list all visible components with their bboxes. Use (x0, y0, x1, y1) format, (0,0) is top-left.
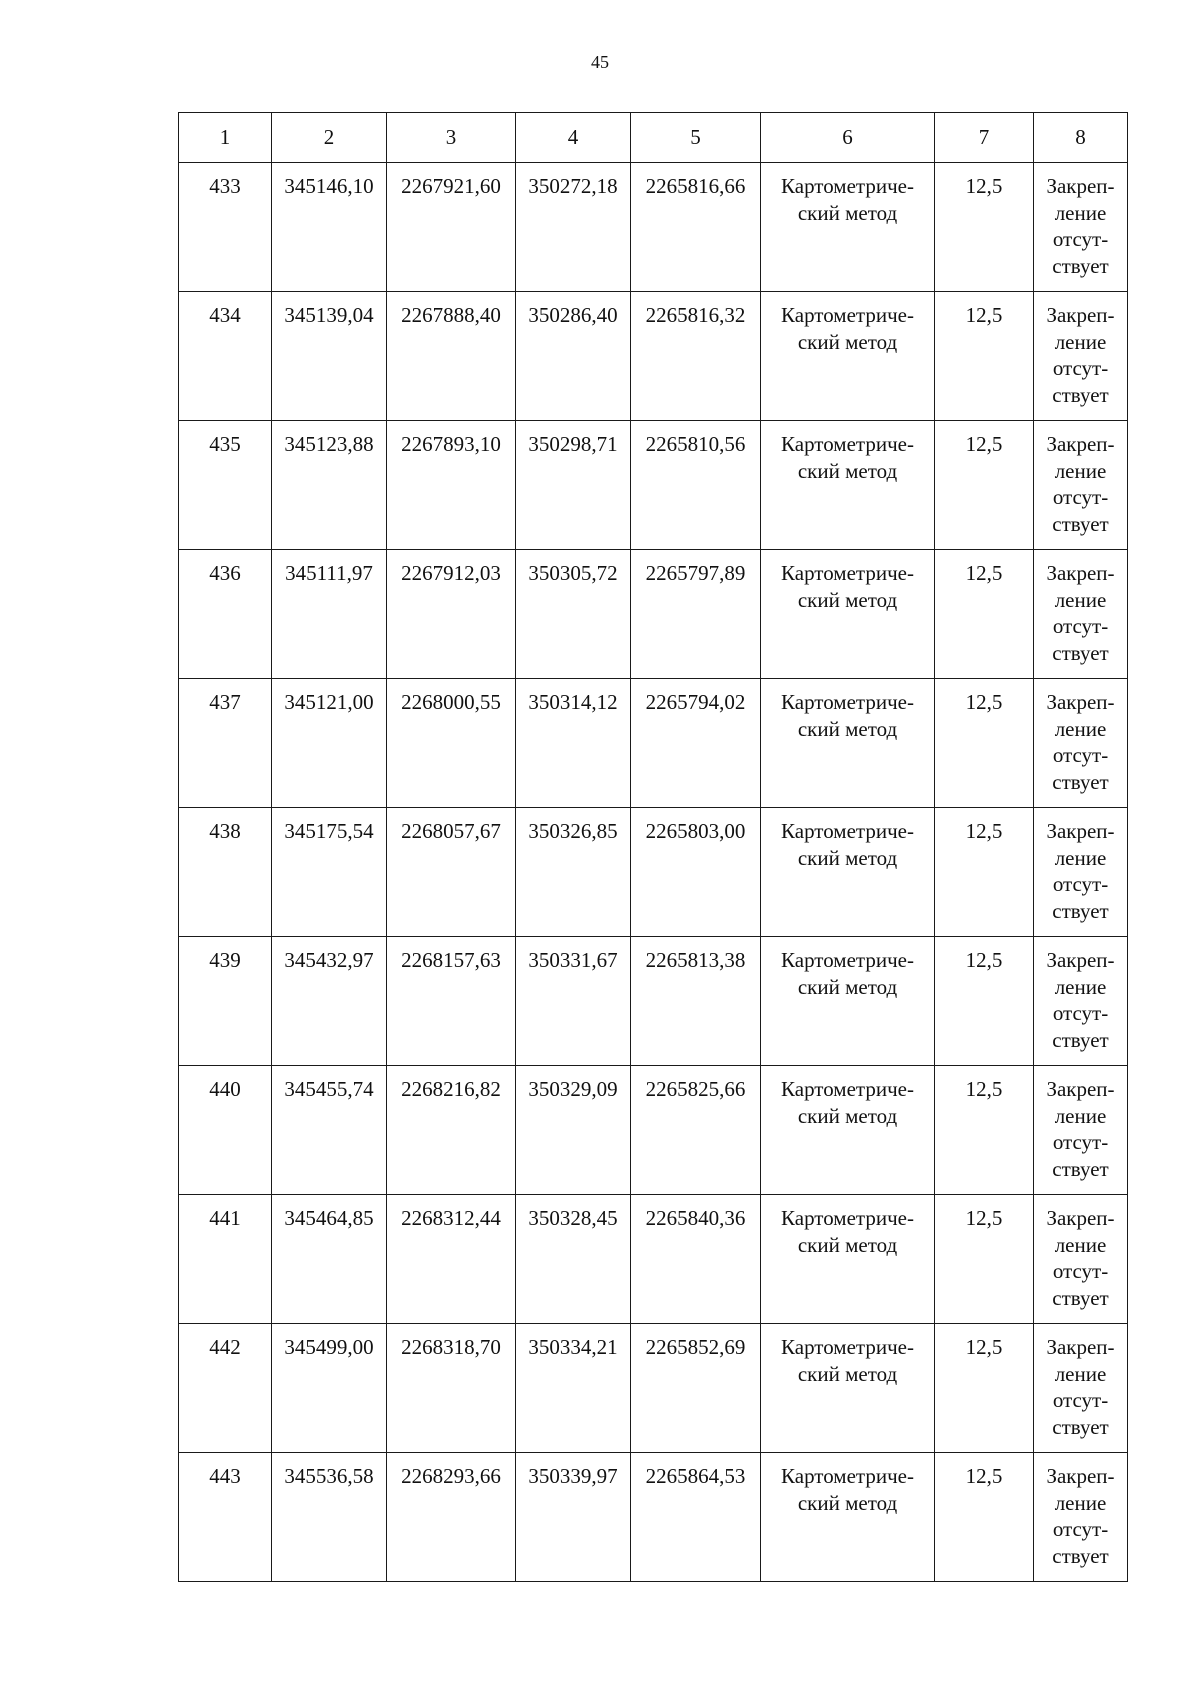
point-number-cell: 435 (179, 421, 272, 550)
coordinate-cell: 345432,97 (272, 937, 387, 1066)
coordinate-cell: 2268000,55 (387, 679, 516, 808)
point-number-cell: 433 (179, 163, 272, 292)
method-line: Картометриче- (781, 1464, 914, 1488)
status-line: Закреп- (1046, 432, 1115, 456)
status-cell (1034, 937, 1128, 1066)
status-line: ствует (1052, 1156, 1109, 1181)
status-line: отсут- (1052, 227, 1109, 251)
status-line: ствует (1052, 1285, 1109, 1310)
coordinate-cell: 2268312,44 (387, 1195, 516, 1324)
coordinate-cell: 350298,71 (516, 421, 631, 550)
coordinate-cell: 345175,54 (272, 808, 387, 937)
point-number-cell: 437 (179, 679, 272, 808)
status-line: ствует (1052, 1027, 1109, 1052)
status-line: отсут- (1052, 743, 1109, 767)
status-cell (1034, 1195, 1128, 1324)
coordinate-cell: 345121,00 (272, 679, 387, 808)
coordinates-table (178, 112, 1128, 1582)
header-row (179, 113, 1128, 163)
coordinate-cell: 345123,88 (272, 421, 387, 550)
coordinate-cell: 2265864,53 (631, 1453, 761, 1582)
status-line: ствует (1052, 1414, 1109, 1439)
coordinate-cell: 350314,12 (516, 679, 631, 808)
column-header: 8 (1034, 113, 1128, 163)
coordinate-cell: 2267888,40 (387, 292, 516, 421)
status-line: ствует (1052, 253, 1109, 278)
method-line: ский метод (797, 846, 898, 870)
coordinate-cell: 350286,40 (516, 292, 631, 421)
table-row (179, 937, 1128, 1066)
method-line: ский метод (797, 1491, 898, 1515)
status-line: ление (1054, 458, 1107, 483)
status-line: ление (1054, 587, 1107, 612)
status-line: Закреп- (1046, 1335, 1115, 1359)
status-line: ление (1054, 329, 1107, 354)
column-header: 7 (935, 113, 1034, 163)
method-cell (761, 937, 935, 1066)
status-line: ление (1054, 974, 1107, 999)
method-line: Картометриче- (781, 174, 914, 198)
method-line: ский метод (797, 459, 898, 483)
status-line: Закреп- (1046, 174, 1115, 198)
accuracy-cell: 12,5 (935, 1324, 1034, 1453)
coordinate-cell: 2265813,38 (631, 937, 761, 1066)
method-cell (761, 421, 935, 550)
method-cell (761, 808, 935, 937)
point-number-cell: 436 (179, 550, 272, 679)
status-line: ление (1054, 1490, 1107, 1515)
status-cell (1034, 808, 1128, 937)
coordinate-cell: 2265797,89 (631, 550, 761, 679)
point-number-cell: 441 (179, 1195, 272, 1324)
status-line: ление (1054, 716, 1107, 741)
accuracy-cell: 12,5 (935, 1195, 1034, 1324)
coordinate-cell: 2268157,63 (387, 937, 516, 1066)
method-line: ский метод (797, 201, 898, 225)
table-row (179, 808, 1128, 937)
method-cell (761, 550, 935, 679)
accuracy-cell: 12,5 (935, 163, 1034, 292)
coordinate-cell: 2268057,67 (387, 808, 516, 937)
status-line: ление (1054, 1103, 1107, 1128)
accuracy-cell: 12,5 (935, 550, 1034, 679)
status-line: Закреп- (1046, 819, 1115, 843)
coordinate-cell: 345146,10 (272, 163, 387, 292)
coordinate-cell: 2265840,36 (631, 1195, 761, 1324)
coordinate-cell: 2267893,10 (387, 421, 516, 550)
status-line: отсут- (1052, 1388, 1109, 1412)
status-line: отсут- (1052, 1259, 1109, 1283)
coordinate-cell: 2265803,00 (631, 808, 761, 937)
accuracy-cell: 12,5 (935, 1066, 1034, 1195)
status-cell (1034, 292, 1128, 421)
status-line: отсут- (1052, 485, 1109, 509)
status-line: ление (1054, 845, 1107, 870)
accuracy-cell: 12,5 (935, 421, 1034, 550)
status-line: отсут- (1052, 614, 1109, 638)
method-cell (761, 1195, 935, 1324)
status-line: ствует (1052, 640, 1109, 665)
status-line: ствует (1052, 898, 1109, 923)
point-number-cell: 443 (179, 1453, 272, 1582)
coordinate-cell: 350328,45 (516, 1195, 631, 1324)
status-line: ствует (1052, 1543, 1109, 1568)
accuracy-cell: 12,5 (935, 937, 1034, 1066)
method-line: ский метод (797, 330, 898, 354)
coordinate-cell: 350331,67 (516, 937, 631, 1066)
status-line: отсут- (1052, 356, 1109, 380)
status-line: ствует (1052, 511, 1109, 536)
coordinate-cell: 2268293,66 (387, 1453, 516, 1582)
status-line: ствует (1052, 769, 1109, 794)
status-cell (1034, 550, 1128, 679)
table-row (179, 679, 1128, 808)
coordinate-cell: 345139,04 (272, 292, 387, 421)
status-line: отсут- (1052, 1517, 1109, 1541)
coordinate-cell: 350339,97 (516, 1453, 631, 1582)
column-header: 1 (179, 113, 272, 163)
method-line: Картометриче- (781, 1077, 914, 1101)
point-number-cell: 440 (179, 1066, 272, 1195)
method-line: ский метод (797, 717, 898, 741)
table-row (179, 1324, 1128, 1453)
status-line: отсут- (1052, 1130, 1109, 1154)
method-line: Картометриче- (781, 690, 914, 714)
coordinate-cell: 2265810,56 (631, 421, 761, 550)
coordinate-cell: 350272,18 (516, 163, 631, 292)
point-number-cell: 442 (179, 1324, 272, 1453)
status-line: Закреп- (1046, 948, 1115, 972)
status-line: ствует (1052, 382, 1109, 407)
status-cell (1034, 1066, 1128, 1195)
table-row (179, 292, 1128, 421)
method-line: ский метод (797, 975, 898, 999)
method-line: Картометриче- (781, 432, 914, 456)
status-cell (1034, 1324, 1128, 1453)
accuracy-cell: 12,5 (935, 1453, 1034, 1582)
method-line: Картометриче- (781, 819, 914, 843)
coordinate-cell: 2268216,82 (387, 1066, 516, 1195)
method-line: ский метод (797, 1233, 898, 1257)
method-line: Картометриче- (781, 1206, 914, 1230)
point-number-cell: 434 (179, 292, 272, 421)
accuracy-cell: 12,5 (935, 808, 1034, 937)
status-line: Закреп- (1046, 1206, 1115, 1230)
table-row (179, 163, 1128, 292)
method-cell (761, 1324, 935, 1453)
status-line: Закреп- (1046, 690, 1115, 714)
coordinate-cell: 2267921,60 (387, 163, 516, 292)
table-row (179, 421, 1128, 550)
table-body (179, 163, 1128, 1582)
method-cell (761, 1453, 935, 1582)
table-row (179, 550, 1128, 679)
method-line: Картометриче- (781, 1335, 914, 1359)
column-header: 6 (761, 113, 935, 163)
method-cell (761, 163, 935, 292)
coordinate-cell: 345536,58 (272, 1453, 387, 1582)
coordinate-cell: 2265816,32 (631, 292, 761, 421)
coordinate-cell: 345111,97 (272, 550, 387, 679)
coordinate-cell: 350329,09 (516, 1066, 631, 1195)
coordinate-cell: 350326,85 (516, 808, 631, 937)
status-line: Закреп- (1046, 303, 1115, 327)
status-line: Закреп- (1046, 1077, 1115, 1101)
coordinate-cell: 2265825,66 (631, 1066, 761, 1195)
status-line: ление (1054, 1361, 1107, 1386)
coordinate-cell: 345455,74 (272, 1066, 387, 1195)
method-line: Картометриче- (781, 303, 914, 327)
method-line: ский метод (797, 1104, 898, 1128)
coordinate-cell: 350334,21 (516, 1324, 631, 1453)
point-number-cell: 438 (179, 808, 272, 937)
coordinate-cell: 2265794,02 (631, 679, 761, 808)
status-cell (1034, 1453, 1128, 1582)
status-line: отсут- (1052, 1001, 1109, 1025)
method-cell (761, 679, 935, 808)
coordinate-cell: 2268318,70 (387, 1324, 516, 1453)
status-line: Закреп- (1046, 561, 1115, 585)
table-row (179, 1195, 1128, 1324)
column-header: 3 (387, 113, 516, 163)
column-header: 5 (631, 113, 761, 163)
accuracy-cell: 12,5 (935, 679, 1034, 808)
status-line: ление (1054, 200, 1107, 225)
method-line: ский метод (797, 1362, 898, 1386)
status-line: отсут- (1052, 872, 1109, 896)
status-cell (1034, 421, 1128, 550)
table-row (179, 1453, 1128, 1582)
method-cell (761, 292, 935, 421)
method-cell (761, 1066, 935, 1195)
status-line: ление (1054, 1232, 1107, 1257)
coordinate-cell: 2265816,66 (631, 163, 761, 292)
status-cell (1034, 679, 1128, 808)
coordinate-cell: 345464,85 (272, 1195, 387, 1324)
coordinate-cell: 345499,00 (272, 1324, 387, 1453)
column-header: 4 (516, 113, 631, 163)
coordinate-cell: 2265852,69 (631, 1324, 761, 1453)
coordinate-cell: 350305,72 (516, 550, 631, 679)
coordinate-cell: 2267912,03 (387, 550, 516, 679)
status-cell (1034, 163, 1128, 292)
accuracy-cell: 12,5 (935, 292, 1034, 421)
point-number-cell: 439 (179, 937, 272, 1066)
status-line: Закреп- (1046, 1464, 1115, 1488)
table-row (179, 1066, 1128, 1195)
page-number: 45 (591, 52, 609, 72)
column-header: 2 (272, 113, 387, 163)
method-line: Картометриче- (781, 561, 914, 585)
method-line: ский метод (797, 588, 898, 612)
method-line: Картометриче- (781, 948, 914, 972)
